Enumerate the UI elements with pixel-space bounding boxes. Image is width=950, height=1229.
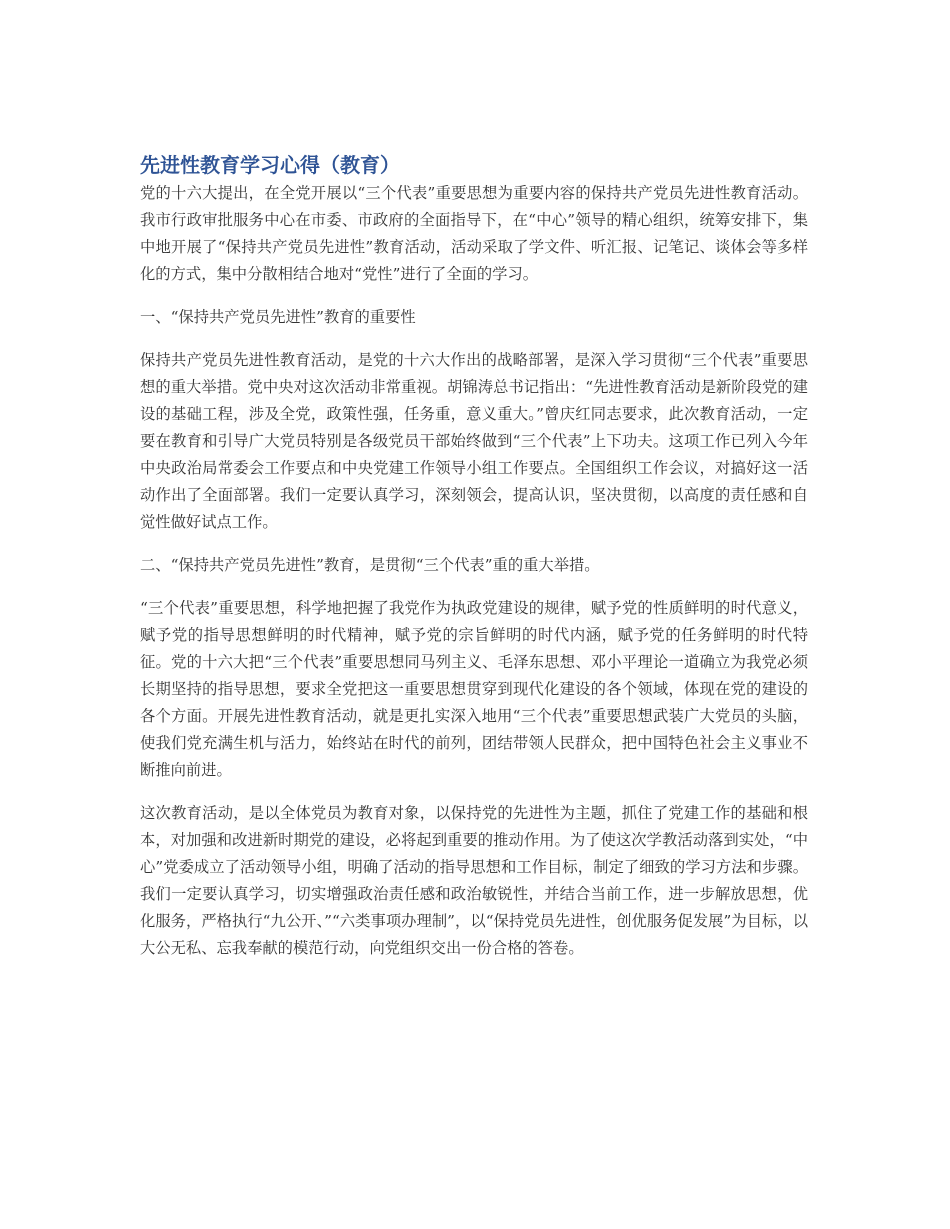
- closing-paragraph: 这次教育活动，是以全体党员为教育对象，以保持党的先进性为主题，抓住了党建工作的基础和根本，对加强和改进新时期党的建设，必将起到重要的推动作用。为了使这次学教活动落到实处，“中心”党委成立了活动领导小组，明确了活动的指导思想和工作目标，制定了细致的学习方法和步骤。我们一定要认真学习，切实增强政治责任感和政治敏锐性，并结合当前工作，进一步解放思想，优化服务，严格执行“九公开、”“六类事项办理制”，以“保持党员先进性，创优服务促发展”为目标，以大公无私、忘我奉献的模范行动，向党组织交出一份合格的答卷。: [140, 804, 808, 957]
- section-heading-2: 二、“保持共产党员先进性”教育，是贯彻“三个代表”重的重大举措。: [140, 556, 600, 574]
- document-title: 先进性教育学习心得（教育）: [140, 153, 400, 177]
- section-2-paragraph: “三个代表”重要思想，科学地把握了我党作为执政党建设的规律，赋予党的性质鲜明的时代意义，赋予党的指导思想鲜明的时代精神，赋予党的宗旨鲜明的时代内涵，赋予党的任务鲜明的时代特征。党的十六大把“三个代表”重要思想同马列主义、毛泽东思想、邓小平理论一道确立为我党必须长期坚持的指导思想，要求全党把这一重要思想贯穿到现代化建设的各个领域，体现在党的建设的各个方面。开展先进性教育活动，就是更扎实深入地用“三个代表”重要思想武装广大党员的头脑，使我们党充满生机与活力，始终站在时代的前列，团结带领人民群众，把中国特色社会主义事业不断推向前进。: [140, 599, 808, 779]
- intro-paragraph: 党的十六大提出，在全党开展以“三个代表”重要思想为重要内容的保持共产党员先进性教育活动。我市行政审批服务中心在市委、市政府的全面指导下，在“中心”领导的精心组织，统筹安排下，集中地开展了“保持共产党员先进性”教育活动，活动采取了学文件、听汇报、记笔记、谈体会等多样化的方式，集中分散相结合地对“党性”进行了全面的学习。: [140, 184, 808, 283]
- document-page: [140, 150, 808, 978]
- section-1-paragraph: 保持共产党员先进性教育活动，是党的十六大作出的战略部署，是深入学习贯彻“三个代表”重要思想的重大举措。党中央对这次活动非常重视。胡锦涛总书记指出：“先进性教育活动是新阶段党的建设的基础工程，涉及全党，政策性强，任务重，意义重大。”曾庆红同志要求，此次教育活动，一定要在教育和引导广大党员特别是各级党员干部始终做到“三个代表”上下功夫。这项工作已列入今年中央政治局常委会工作要点和中央党建工作领导小组工作要点。全国组织工作会议，对搞好这一活动作出了全面部署。我们一定要认真学习，深刻领会，提高认识，坚决贯彻，以高度的责任感和自觉性做好试点工作。: [140, 351, 808, 531]
- section-heading-1: 一、“保持共产党员先进性”教育的重要性: [140, 308, 416, 326]
